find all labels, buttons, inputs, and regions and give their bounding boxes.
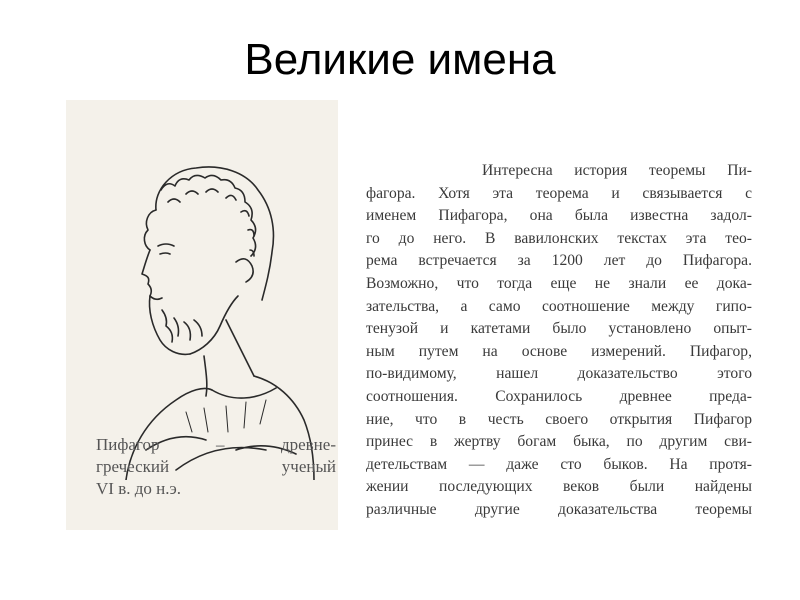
text-line: го до него. В вавилонских текстах эта тео- xyxy=(366,229,752,247)
text-line: жении последующих веков были найдены xyxy=(366,478,752,496)
caption-line xyxy=(96,478,336,500)
text-line: различные другие доказательства теоремы xyxy=(366,500,752,518)
text-line: тенузой и катетами было установлено опыт- xyxy=(366,320,752,338)
caption-word: Пифагор xyxy=(96,435,160,454)
portrait-caption xyxy=(96,434,336,500)
text-line: ным путем на основе измерений. Пифагор, xyxy=(366,342,752,360)
text-line: соотношения. Сохранилось древнее преда- xyxy=(366,387,752,405)
history-text-panel xyxy=(366,160,752,540)
text-line: принес в жертву богам быка, по другим сви- xyxy=(366,433,752,451)
text-line: именем Пифагора, она была известна задол- xyxy=(366,207,752,225)
caption-line xyxy=(96,434,336,456)
caption-word: – xyxy=(215,435,225,454)
caption-word: древне- xyxy=(280,435,336,454)
text-line: Возможно, что тогда еще не знали ее дока- xyxy=(366,274,752,292)
text-line: Интересна история теоремы Пи- xyxy=(482,162,752,179)
text-line: зательства, а само соотношение между гипо- xyxy=(366,297,752,315)
text-line: рема встречается за 1200 лет до Пифагора. xyxy=(366,252,752,270)
caption-word: греческий xyxy=(96,457,170,476)
text-line: по-видимому, нашел доказательство этого xyxy=(366,365,752,383)
caption-word: VI в. до н.э. xyxy=(96,479,182,498)
text-line: фагора. Хотя эта теорема и связывается с xyxy=(366,184,752,202)
slide-title: Великие имена xyxy=(244,35,556,84)
text-line: ние, что в честь своего открытия Пифагор xyxy=(366,410,752,428)
portrait-panel xyxy=(66,100,338,530)
history-paragraph xyxy=(366,160,752,522)
pythagoras-portrait-image xyxy=(86,150,316,480)
text-line: детельствам — даже сто быков. На протя- xyxy=(366,455,752,473)
caption-word: ученый xyxy=(281,457,336,476)
caption-line xyxy=(96,456,336,478)
